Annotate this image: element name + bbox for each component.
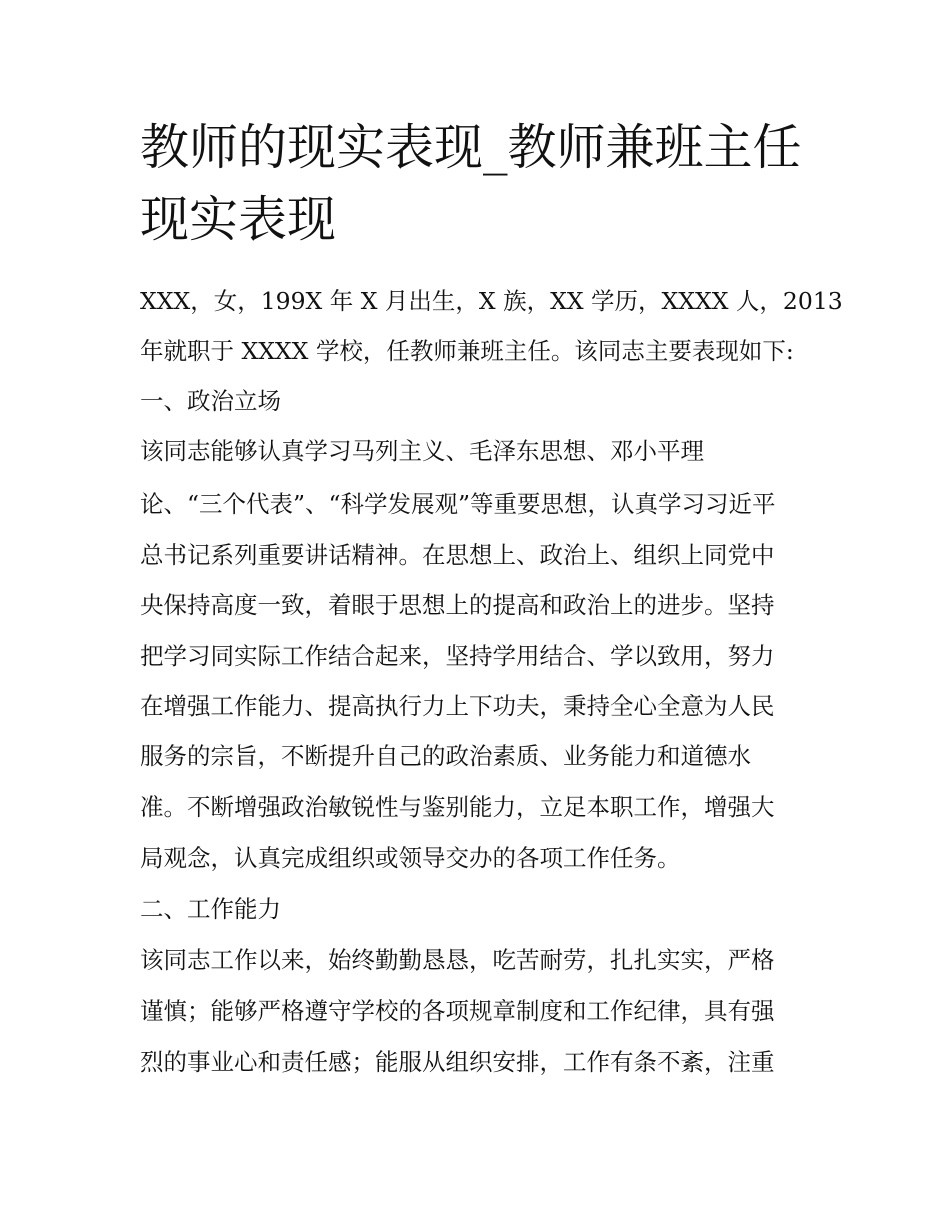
body-line-11: 准。不断增强政治敏锐性与鉴别能力，立足本职工作，增强大 bbox=[140, 793, 775, 821]
body-line-15: 谨慎；能够严格遵守学校的各项规章制度和工作纪律，具有强 bbox=[140, 997, 775, 1025]
body-line-9: 在增强工作能力、提高执行力上下功夫，秉持全心全意为人民 bbox=[140, 692, 775, 720]
title-line-2: 现实表现 bbox=[140, 191, 337, 248]
document-title bbox=[140, 112, 830, 256]
section-heading-ability: 二、工作能力 bbox=[140, 895, 281, 923]
title-line-1: 教师的现实表现_教师兼班主任 bbox=[140, 119, 802, 176]
body-line-14: 该同志工作以来，始终勤勤恳恳，吃苦耐劳，扎扎实实，严格 bbox=[140, 946, 775, 974]
section-heading-political: 一、政治立场 bbox=[140, 387, 281, 415]
body-line-16: 烈的事业心和责任感；能服从组织安排，工作有条不紊，注重 bbox=[140, 1048, 775, 1076]
body-line-2: 年就职于 XXXX 学校，任教师兼班主任。该同志主要表现如下: bbox=[140, 337, 794, 365]
body-line-5: 论、“三个代表”、“科学发展观”等重要思想，认真学习习近平 bbox=[140, 490, 776, 518]
body-line-1: XXX，女，199X 年 X 月出生，X 族，XX 学历，XXXX 人，2013 bbox=[140, 287, 843, 315]
body-line-4: 该同志能够认真学习马列主义、毛泽东思想、邓小平理 bbox=[140, 437, 704, 465]
body-line-8: 把学习同实际工作结合起来，坚持学用结合、学以致用，努力 bbox=[140, 642, 775, 670]
body-line-12: 局观念，认真完成组织或领导交办的各项工作任务。 bbox=[140, 844, 681, 872]
body-line-10: 服务的宗旨，不断提升自己的政治素质、业务能力和道德水 bbox=[140, 742, 751, 770]
body-line-7: 央保持高度一致，着眼于思想上的提高和政治上的进步。坚持 bbox=[140, 591, 775, 619]
body-line-6: 总书记系列重要讲话精神。在思想上、政治上、组织上同党中 bbox=[140, 541, 775, 569]
